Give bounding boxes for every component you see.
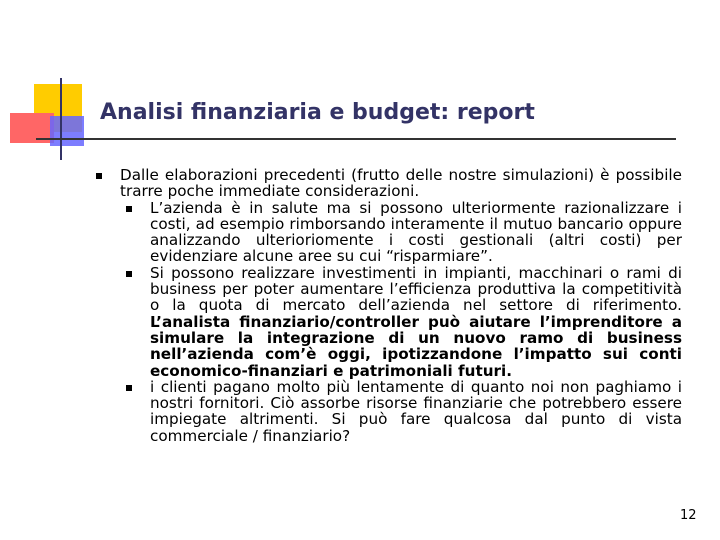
sub-bullet-item <box>96 265 682 379</box>
sub-bullet-item <box>96 379 682 444</box>
square-bullet-icon <box>96 173 102 179</box>
square-bullet-icon <box>126 385 132 391</box>
sub-bullet-item <box>96 200 682 265</box>
slide-title: Analisi finanziaria e budget: report <box>100 100 535 125</box>
slide-logo-decoration <box>0 0 110 170</box>
bullet-text: Dalle elaborazioni precedenti (frutto delle nostre simulazioni) è possibile trarre poche immediate considerazioni. <box>120 166 682 201</box>
sub-bullet-text: i clienti pagano molto più lentamente di quanto noi non paghiamo i nostri fornitori. Ciò assorbe risorse finanziarie che potrebbero essere impiegate altrimenti. Si può fare qualcosa dal punto di vista commerciale / finanziario? <box>150 377 682 445</box>
sub-bullet-list <box>96 200 682 444</box>
sub-bullet-text: L’azienda è in salute ma si possono ulteriormente razionalizzare i costi, ad esempio rimborsando interamente il mutuo bancario oppure analizzando ulterioriomente i costi gestionali (altri costi) per evidenziare alcune aree su cui “risparmiare”. <box>150 198 682 266</box>
sub-bullet-bold-text: L’analista finanziario/controller può aiutare l’imprenditore a simulare la integrazione di un nuovo ramo di business nell’azienda com’è oggi, ipotizzandone l’impatto sui conti economico-finanziari e patrimoniali futuri. <box>150 312 682 380</box>
bullet-item <box>96 167 682 200</box>
square-bullet-icon <box>126 206 132 212</box>
sub-bullet-text: Si possono realizzare investimenti in impianti, macchinari o rami di business per poter aumentare l’efficienza produttiva la competitività o la quota di mercato dell’azienda nel settore di riferimento. <box>150 263 682 315</box>
page-number: 12 <box>680 508 697 523</box>
vertical-rule <box>60 78 62 160</box>
square-bullet-icon <box>126 271 132 277</box>
slide-body <box>96 167 682 444</box>
blue-square-decoration <box>50 116 84 146</box>
title-underline <box>36 138 676 140</box>
